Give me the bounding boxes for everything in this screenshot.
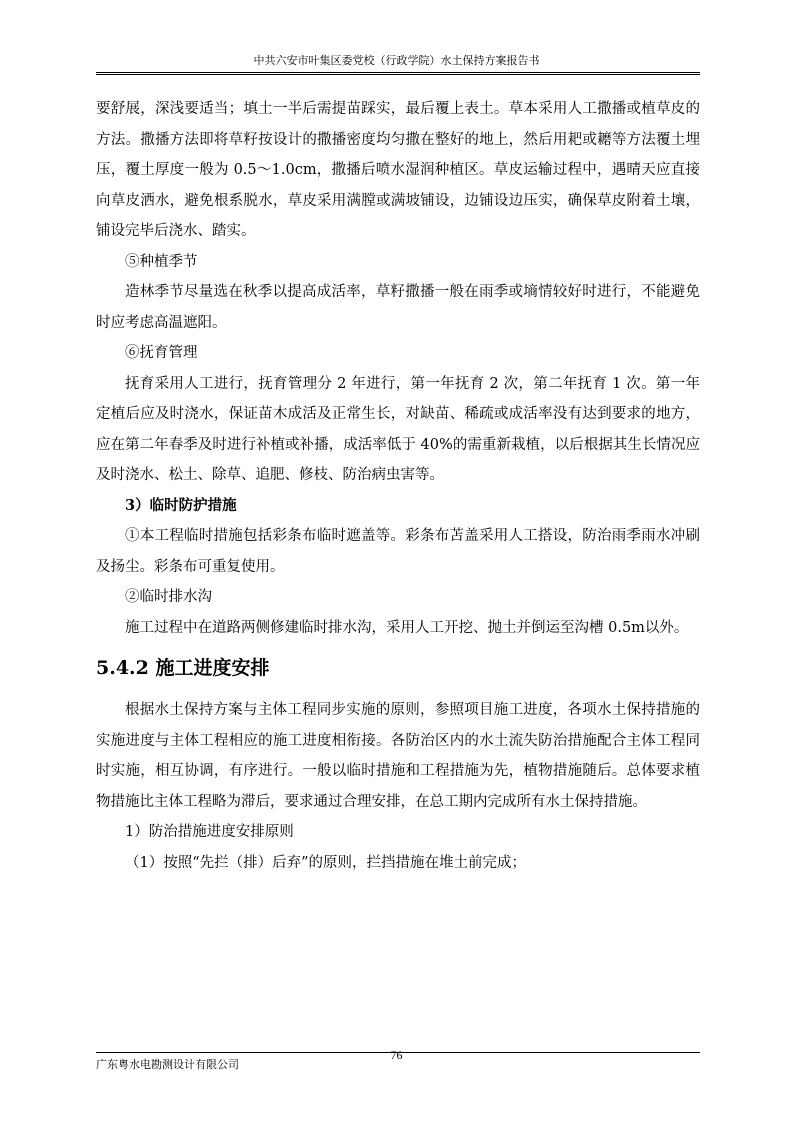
subheading-temporary-drainage: ②临时排水沟 (125, 589, 212, 605)
paragraph-planting-season: 造林季节尽量选在秋季以提高成活率，草籽撒播一般在雨季或墒情较好时进行，不能避免时应考虑高温遮阳。 (96, 284, 700, 331)
subheading-planting-season: ⑤种植季节 (125, 253, 198, 270)
subheading-schedule-principles: 1）防治措施进度安排原则 (125, 824, 294, 840)
paragraph-principle-1: （1）按照“先拦（排）后弃”的原则，拦挡措施在堆土前完成； (125, 854, 527, 871)
paragraph-temporary-covering: ①本工程临时措施包括彩条布临时遮盖等。彩条布苫盖采用人工搭设，防治雨季雨水冲刷及扬尘。彩条布可重复使用。 (96, 528, 700, 575)
subheading-temporary-protection: 3）临时防护措施 (125, 496, 237, 514)
section-heading-construction-schedule: 5.4.2 施工进度安排 (96, 657, 270, 679)
page-number: 76 (390, 1048, 403, 1062)
paragraph-temporary-drainage: 施工过程中在道路两侧修建临时排水沟，采用人工开挖、抛土并倒运至沟槽 0.5m以外。 (125, 619, 689, 636)
page-header-title: 中共六安市叶集区委党校（行政学院）水土保持方案报告书 (253, 54, 540, 67)
paragraph-planting-method: 要舒展，深浅要适当；填土一半后需提苗踩实，最后覆上表土。草本采用人工撒播或植草皮的方法。撒播方法即将草籽按设计的撒播密度均匀撒在整好的地上，然后用耙或耱等方法覆土埋压，覆土厚度一般为 0.5～1.0cm，撒播后喷水湿润种植区。草皮运输过程中，遇晴天应直接向草皮洒水，避免根系脱水，草皮采用满膛或满坡铺设，边铺设边压实，确保草皮附着土壤，铺设完毕后浇水、踏实。 (96, 101, 700, 239)
header-rule (96, 72, 700, 75)
paragraph-tending-management: 抚育采用人工进行，抚育管理分 2 年进行，第一年抚育 2 次，第二年抚育 1 次。第一年定植后应及时浇水，保证苗木成活及正常生长，对缺苗、稀疏或成活率没有达到要求的地方，应在第二年春季及时进行补植或补播，成活率低于 40%的需重新栽植，以后根据其生长情况应及时浇水、松土、除草、追肥、修枝、防治病虫害等。 (96, 375, 700, 483)
subheading-tending-management: ⑥抚育管理 (125, 345, 198, 361)
document-body (96, 94, 700, 878)
paragraph-construction-schedule: 根据水土保持方案与主体工程同步实施的原则，参照项目施工进度，各项水土保持措施的实施进度与主体工程相应的施工进度相衔接。各防治区内的水土流失防治措施配合主体工程同时实施，相互协调，有序进行。一般以临时措施和工程措施为先，植物措施随后。总体要求植物措施比主体工程略为滞后，要求通过合理安排，在总工期内完成所有水土保持措施。 (96, 702, 700, 810)
footer-company-name: 广东粤水电勘测设计有限公司 (96, 1058, 239, 1071)
